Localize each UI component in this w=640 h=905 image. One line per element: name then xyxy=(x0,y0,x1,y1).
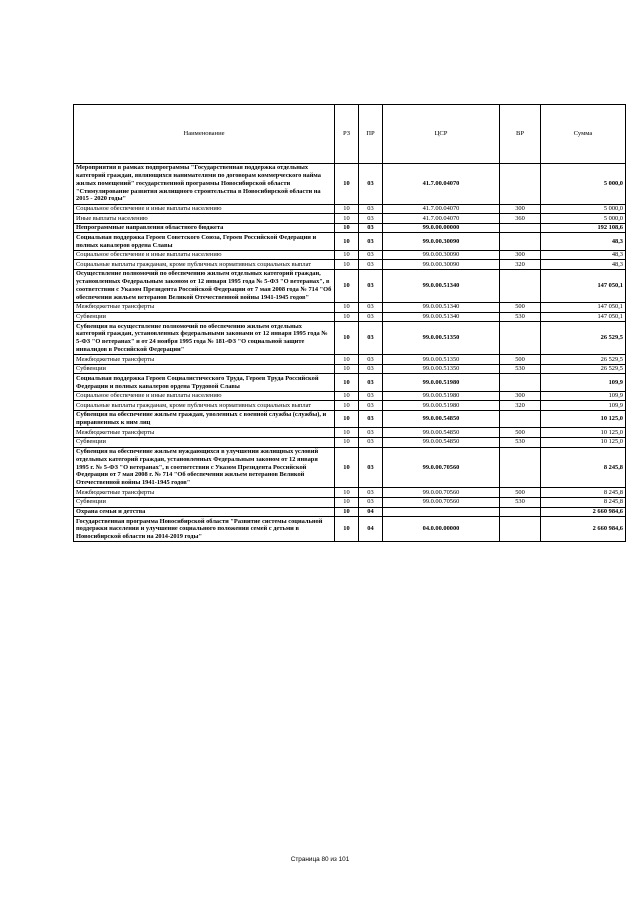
cell-csr: 99.0.00.51350 xyxy=(383,322,500,355)
table-row xyxy=(74,355,626,365)
header-pr: ПР xyxy=(359,105,383,164)
cell-pr: 03 xyxy=(359,214,383,224)
cell-name: Социальная поддержка Героев Социалистического Труда, Героев Труда Российской Федерации и полных кавалеров ордена Трудовой Славы xyxy=(74,374,335,391)
table-row xyxy=(74,447,626,488)
table-row xyxy=(74,312,626,322)
cell-csr: 99.0.00.54850 xyxy=(383,428,500,438)
cell-csr: 99.0.00.51340 xyxy=(383,303,500,313)
table-header-row xyxy=(74,105,626,164)
cell-sum: 147 050,1 xyxy=(541,270,626,303)
budget-table xyxy=(73,104,626,542)
cell-vr xyxy=(500,233,541,250)
cell-rz: 10 xyxy=(335,163,359,204)
table-row xyxy=(74,233,626,250)
cell-pr: 04 xyxy=(359,517,383,542)
table-row xyxy=(74,303,626,313)
cell-pr: 03 xyxy=(359,322,383,355)
cell-csr: 99.0.00.51980 xyxy=(383,391,500,401)
cell-name: Непрограммные направления областного бюджета xyxy=(74,223,335,233)
cell-name: Иные выплаты населению xyxy=(74,214,335,224)
table-row xyxy=(74,401,626,411)
cell-rz: 10 xyxy=(335,204,359,214)
table-row xyxy=(74,163,626,204)
cell-name: Социальное обеспечение и иные выплаты населению xyxy=(74,250,335,260)
cell-sum: 10 125,0 xyxy=(541,428,626,438)
cell-pr: 03 xyxy=(359,270,383,303)
cell-name: Межбюджетные трансферты xyxy=(74,428,335,438)
cell-name: Субвенции xyxy=(74,438,335,448)
header-sum: Сумма xyxy=(541,105,626,164)
cell-csr: 99.0.00.51340 xyxy=(383,312,500,322)
cell-name: Субвенция на обеспечение жильем граждан, уволенных с военной службы (службы), и приравненных к ним лиц xyxy=(74,411,335,428)
cell-rz: 10 xyxy=(335,260,359,270)
cell-sum: 5 000,0 xyxy=(541,163,626,204)
cell-pr: 03 xyxy=(359,391,383,401)
table-row xyxy=(74,250,626,260)
cell-rz: 10 xyxy=(335,214,359,224)
cell-vr xyxy=(500,517,541,542)
cell-pr: 03 xyxy=(359,438,383,448)
table-row xyxy=(74,270,626,303)
cell-rz: 10 xyxy=(335,438,359,448)
cell-csr: 41.7.00.04070 xyxy=(383,204,500,214)
cell-csr: 04.0.00.00000 xyxy=(383,517,500,542)
cell-vr xyxy=(500,270,541,303)
cell-sum: 8 245,8 xyxy=(541,488,626,498)
cell-rz: 10 xyxy=(335,312,359,322)
cell-rz: 10 xyxy=(335,498,359,508)
table-row xyxy=(74,260,626,270)
cell-csr: 99.0.00.30090 xyxy=(383,260,500,270)
cell-name: Субвенция на осуществление полномочий по обеспечению жильем отдельных категорий граждан, установленных федеральными законами от 12 января 1995 года № 5-ФЗ "О ветеранах" и от 24 ноября 1995 года № 181-ФЗ "О социальной защите инвалидов в Российской Федерации" xyxy=(74,322,335,355)
cell-pr: 03 xyxy=(359,250,383,260)
cell-rz: 10 xyxy=(335,447,359,488)
cell-pr: 03 xyxy=(359,355,383,365)
cell-rz: 10 xyxy=(335,401,359,411)
cell-vr: 530 xyxy=(500,498,541,508)
cell-pr: 03 xyxy=(359,223,383,233)
cell-name: Субвенция на обеспечение жильем нуждающихся в улучшении жилищных условий отдельных категорий граждан, установленных Федеральным законом от 12 января 1995 г. № 5-ФЗ "О ветеранах", в соответствии с Указом Президента Российской Федерации от 7 мая 2008 г. № 714 "Об обеспечении жильем ветеранов Великой Отечественной войны 1941-1945 годов" xyxy=(74,447,335,488)
cell-vr xyxy=(500,447,541,488)
cell-sum: 109,9 xyxy=(541,374,626,391)
header-vr: ВР xyxy=(500,105,541,164)
cell-sum: 26 529,5 xyxy=(541,364,626,374)
cell-vr: 320 xyxy=(500,401,541,411)
cell-sum: 26 529,5 xyxy=(541,322,626,355)
cell-csr: 99.0.00.51350 xyxy=(383,355,500,365)
cell-name: Социальное обеспечение и иные выплаты населению xyxy=(74,391,335,401)
cell-vr: 300 xyxy=(500,250,541,260)
table-row xyxy=(74,204,626,214)
cell-pr: 03 xyxy=(359,374,383,391)
cell-name: Межбюджетные трансферты xyxy=(74,488,335,498)
header-name: Наименование xyxy=(74,105,335,164)
cell-sum: 109,9 xyxy=(541,391,626,401)
cell-vr: 500 xyxy=(500,355,541,365)
cell-vr xyxy=(500,322,541,355)
cell-name: Субвенции xyxy=(74,498,335,508)
table-row xyxy=(74,517,626,542)
cell-csr: 99.0.00.30090 xyxy=(383,233,500,250)
cell-rz: 10 xyxy=(335,374,359,391)
cell-sum: 10 125,0 xyxy=(541,438,626,448)
cell-vr xyxy=(500,507,541,517)
cell-pr: 03 xyxy=(359,428,383,438)
header-csr: ЦСР xyxy=(383,105,500,164)
cell-pr: 03 xyxy=(359,312,383,322)
cell-sum: 48,3 xyxy=(541,233,626,250)
cell-pr: 03 xyxy=(359,260,383,270)
cell-vr: 530 xyxy=(500,438,541,448)
cell-vr xyxy=(500,223,541,233)
cell-sum: 10 125,0 xyxy=(541,411,626,428)
cell-name: Социальные выплаты гражданам, кроме публичных нормативных социальных выплат xyxy=(74,260,335,270)
table-row xyxy=(74,488,626,498)
cell-pr: 03 xyxy=(359,163,383,204)
cell-vr: 300 xyxy=(500,391,541,401)
cell-vr: 500 xyxy=(500,303,541,313)
cell-rz: 10 xyxy=(335,517,359,542)
cell-pr: 03 xyxy=(359,204,383,214)
cell-vr: 500 xyxy=(500,488,541,498)
table-row xyxy=(74,507,626,517)
cell-sum: 147 050,1 xyxy=(541,312,626,322)
table-row xyxy=(74,214,626,224)
cell-vr xyxy=(500,411,541,428)
cell-pr: 03 xyxy=(359,401,383,411)
table-row xyxy=(74,364,626,374)
table-row xyxy=(74,223,626,233)
cell-rz: 10 xyxy=(335,250,359,260)
cell-vr: 530 xyxy=(500,312,541,322)
page-number: Страница 80 из 101 xyxy=(290,856,350,863)
cell-rz: 10 xyxy=(335,303,359,313)
cell-rz: 10 xyxy=(335,322,359,355)
cell-vr: 530 xyxy=(500,364,541,374)
cell-sum: 109,9 xyxy=(541,401,626,411)
cell-vr xyxy=(500,163,541,204)
cell-csr: 99.0.00.70560 xyxy=(383,488,500,498)
table-row xyxy=(74,391,626,401)
cell-pr: 03 xyxy=(359,498,383,508)
cell-name: Межбюджетные трансферты xyxy=(74,303,335,313)
cell-sum: 5 000,0 xyxy=(541,204,626,214)
cell-vr: 300 xyxy=(500,204,541,214)
cell-sum: 192 108,6 xyxy=(541,223,626,233)
table-row xyxy=(74,428,626,438)
cell-rz: 10 xyxy=(335,488,359,498)
cell-csr: 99.0.00.70560 xyxy=(383,447,500,488)
table-row xyxy=(74,322,626,355)
cell-name: Субвенции xyxy=(74,312,335,322)
cell-pr: 03 xyxy=(359,488,383,498)
cell-rz: 10 xyxy=(335,428,359,438)
cell-sum: 2 660 984,6 xyxy=(541,517,626,542)
cell-sum: 26 529,5 xyxy=(541,355,626,365)
header-rz: РЗ xyxy=(335,105,359,164)
cell-rz: 10 xyxy=(335,223,359,233)
cell-pr: 04 xyxy=(359,507,383,517)
cell-rz: 10 xyxy=(335,355,359,365)
cell-csr xyxy=(383,507,500,517)
cell-sum: 48,3 xyxy=(541,260,626,270)
cell-csr: 99.0.00.00000 xyxy=(383,223,500,233)
cell-pr: 03 xyxy=(359,364,383,374)
cell-name: Социальные выплаты гражданам, кроме публичных нормативных социальных выплат xyxy=(74,401,335,411)
cell-sum: 8 245,8 xyxy=(541,447,626,488)
cell-csr: 99.0.00.51340 xyxy=(383,270,500,303)
cell-rz: 10 xyxy=(335,507,359,517)
cell-pr: 03 xyxy=(359,233,383,250)
table-row xyxy=(74,411,626,428)
cell-vr: 500 xyxy=(500,428,541,438)
table-body xyxy=(74,163,626,542)
cell-name: Государственная программа Новосибирской области "Развитие системы социальной поддержки населения и улучшение социального положения семей с детьми в Новосибирской области на 2014-2019 годы" xyxy=(74,517,335,542)
cell-name: Субвенции xyxy=(74,364,335,374)
cell-pr: 03 xyxy=(359,303,383,313)
cell-csr: 99.0.00.51980 xyxy=(383,374,500,391)
cell-name: Охрана семьи и детства xyxy=(74,507,335,517)
cell-csr: 41.7.00.04070 xyxy=(383,214,500,224)
cell-sum: 8 245,8 xyxy=(541,498,626,508)
cell-name: Мероприятия в рамках подпрограммы "Государственная поддержка отдельных категорий граждан, являющихся нанимателями по договорам коммерческого найма жилых помещений" государственной программы Новосибирской области "Стимулирование развития жилищного строительства в Новосибирской области на 2015 - 2020 годы" xyxy=(74,163,335,204)
cell-name: Осуществление полномочий по обеспечению жильем отдельных категорий граждан, установленных Федеральным законом от 12 января 1995 года № 5-ФЗ "О ветеранах", в соответствии с Указом Президента Российской Федерации от 7 мая 2008 года № 714 "Об обеспечении жильем ветеранов Великой Отечественной войны 1941-1945 годов" xyxy=(74,270,335,303)
cell-name: Социальное обеспечение и иные выплаты населению xyxy=(74,204,335,214)
cell-rz: 10 xyxy=(335,391,359,401)
cell-sum: 147 050,1 xyxy=(541,303,626,313)
cell-csr: 41.7.00.04070 xyxy=(383,163,500,204)
cell-csr: 99.0.00.70560 xyxy=(383,498,500,508)
cell-name: Межбюджетные трансферты xyxy=(74,355,335,365)
cell-csr: 99.0.00.54850 xyxy=(383,411,500,428)
cell-sum: 5 000,0 xyxy=(541,214,626,224)
cell-rz: 10 xyxy=(335,270,359,303)
cell-csr: 99.0.00.51350 xyxy=(383,364,500,374)
table-row xyxy=(74,374,626,391)
cell-rz: 10 xyxy=(335,233,359,250)
cell-vr xyxy=(500,374,541,391)
cell-csr: 99.0.00.30090 xyxy=(383,250,500,260)
cell-pr: 03 xyxy=(359,447,383,488)
cell-sum: 48,3 xyxy=(541,250,626,260)
cell-rz: 10 xyxy=(335,411,359,428)
cell-sum: 2 660 984,6 xyxy=(541,507,626,517)
cell-rz: 10 xyxy=(335,364,359,374)
cell-vr: 320 xyxy=(500,260,541,270)
cell-csr: 99.0.00.51980 xyxy=(383,401,500,411)
table-row xyxy=(74,498,626,508)
table-row xyxy=(74,438,626,448)
cell-vr: 360 xyxy=(500,214,541,224)
cell-csr: 99.0.00.54850 xyxy=(383,438,500,448)
cell-pr: 03 xyxy=(359,411,383,428)
cell-name: Социальная поддержка Героев Советского Союза, Героев Российской Федерации и полных кавалеров ордена Славы xyxy=(74,233,335,250)
